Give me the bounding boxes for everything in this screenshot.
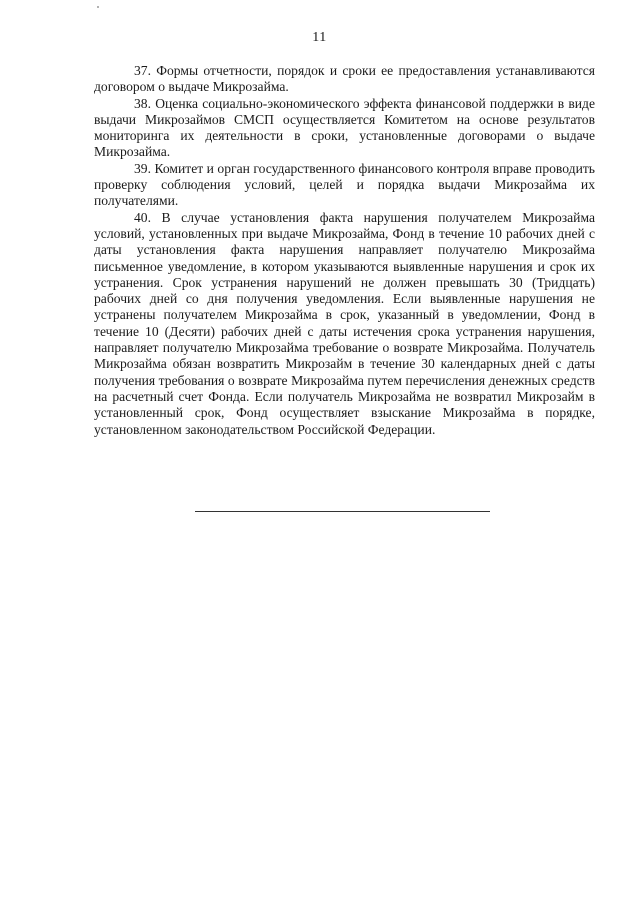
page-number: 11 [312, 30, 327, 45]
end-of-document-rule [195, 511, 490, 512]
paragraph-40: 40. В случае установления факта нарушения получателем Микрозайма условий, установленных при выдаче Микрозайма, Фонд в течение 10 рабочих дней с даты установления факта нарушения направляет получателю Микрозайма письменное уведомление, в котором указываются выявленные нарушения и срок их устранения. Срок устранения нарушений не должен превышать 30 (Тридцать) рабочих дней со дня получения уведомления. Если выявленные нарушения не устранены получателем Микрозайма в срок, указанный в уведомлении, Фонд в течение 10 (Десяти) рабочих дней с даты истечения срока устранения нарушения, направляет получателю Микрозайма требование о возврате Микрозайма. Получатель Микрозайма обязан возвратить Микрозайм в течение 30 календарных дней с даты получения требования о возврате Микрозайма путем перечисления денежных средств на расчетный счет Фонда. Если получатель Микрозайма не возвратил Микрозайм в установленный срок, Фонд осуществляет взыскание Микрозайма в порядке, установленном законодательством Российской Федерации. [94, 209, 595, 437]
document-body [94, 63, 595, 438]
paragraph-37: 37. Формы отчетности, порядок и сроки ее предоставления устанавливаются договором о выдаче Микрозайма. [94, 63, 595, 95]
scan-speck [97, 6, 99, 8]
paragraph-38: 38. Оценка социально-экономического эффекта финансовой поддержки в виде выдачи Микрозаймов СМСП осуществляется Комитетом на основе результатов мониторинга их деятельности в сроки, установленные договорами о выдаче Микрозайма. [94, 95, 595, 160]
paragraph-39: 39. Комитет и орган государственного финансового контроля вправе проводить проверку соблюдения условий, целей и порядка выдачи Микрозайма их получателями. [94, 160, 595, 209]
